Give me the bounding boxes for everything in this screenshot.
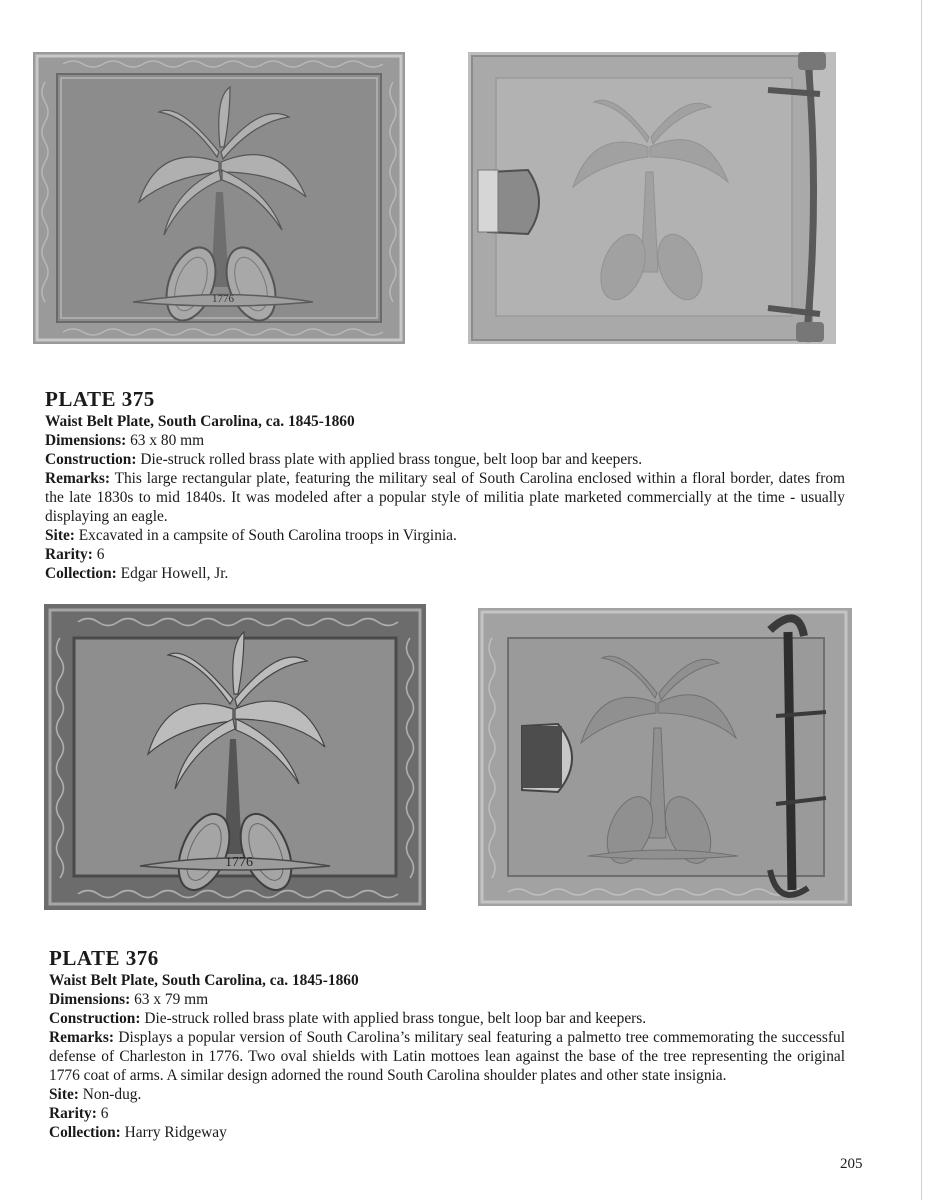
plate-375-remarks (45, 469, 845, 526)
plate-375-collection (45, 564, 845, 583)
plate-376-rarity (49, 1104, 845, 1123)
construction-label: Construction: (45, 451, 137, 468)
plate-376-collection (49, 1123, 845, 1142)
plate-375-construction (45, 450, 845, 469)
plate-375-dimensions (45, 431, 845, 450)
plate-375-front-photo (33, 52, 405, 344)
page-edge-rule (921, 0, 922, 1200)
plate-375-caption (45, 388, 845, 583)
plate-375-back-photo (468, 52, 836, 344)
page-number: 205 (840, 1156, 863, 1172)
plate-375-rarity (45, 545, 845, 564)
collection-value: Edgar Howell, Jr. (120, 565, 229, 582)
collection-label: Collection: (45, 565, 117, 582)
plate-376-front-photo (44, 604, 426, 910)
rarity-value: 6 (100, 1105, 109, 1122)
site-value: Non-dug. (82, 1086, 142, 1103)
plate-376-subtitle: Waist Belt Plate, South Carolina, ca. 1845-1860 (49, 972, 359, 989)
remarks-value: This large rectangular plate, featuring the military seal of South Carolina enclosed within a floral border, dates from the late 1830s to mid 1840s. It was modeled after a popular style of militia plate marketed commercially at the time - usually displaying an eagle. (45, 470, 845, 525)
collection-label: Collection: (49, 1124, 121, 1141)
plate-376-remarks (49, 1028, 845, 1085)
dimensions-value: 63 x 80 mm (130, 432, 205, 449)
site-label: Site: (49, 1086, 79, 1103)
plate-376-back-photo (478, 608, 852, 906)
collection-value: Harry Ridgeway (124, 1124, 227, 1141)
rarity-value: 6 (96, 546, 105, 563)
plate-376-caption (49, 947, 845, 1142)
plate-375-title: PLATE 375 (45, 387, 155, 411)
plate-375-front-date: 1776 (212, 293, 234, 305)
remarks-label: Remarks: (45, 470, 110, 487)
construction-label: Construction: (49, 1010, 141, 1027)
construction-value: Die-struck rolled brass plate with applied brass tongue, belt loop bar and keepers. (140, 451, 643, 468)
site-value: Excavated in a campsite of South Carolina troops in Virginia. (78, 527, 457, 544)
dimensions-label: Dimensions: (49, 991, 131, 1008)
plate-376-title: PLATE 376 (49, 946, 159, 970)
remarks-value: Displays a popular version of South Carolina’s military seal featuring a palmetto tree commemorating the successful defense of Charleston in 1776. Two oval shields with Latin mottoes lean against the base of the tree representing the original 1776 coat of arms. A similar design adorned the round South Carolina shoulder plates and other state insignia. (49, 1029, 845, 1084)
plate-376-front-date: 1776 (225, 855, 253, 870)
dimensions-label: Dimensions: (45, 432, 127, 449)
plate-375-subtitle: Waist Belt Plate, South Carolina, ca. 1845-1860 (45, 413, 355, 430)
plate-376-site (49, 1085, 845, 1104)
dimensions-value: 63 x 79 mm (134, 991, 209, 1008)
rarity-label: Rarity: (45, 546, 93, 563)
rarity-label: Rarity: (49, 1105, 97, 1122)
construction-value: Die-struck rolled brass plate with applied brass tongue, belt loop bar and keepers. (144, 1010, 647, 1027)
plate-376-dimensions (49, 990, 845, 1009)
remarks-label: Remarks: (49, 1029, 114, 1046)
site-label: Site: (45, 527, 75, 544)
plate-376-construction (49, 1009, 845, 1028)
plate-375-site (45, 526, 845, 545)
